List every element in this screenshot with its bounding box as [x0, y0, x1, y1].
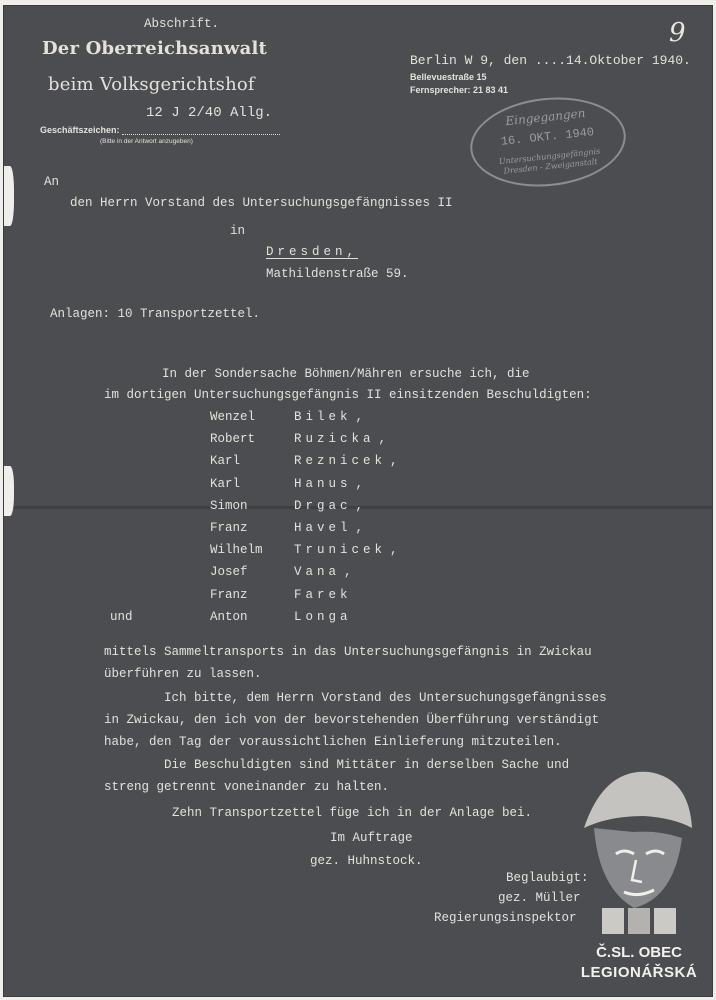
place-date: Berlin W 9, den ....14.Oktober 1940. — [410, 53, 691, 68]
accused-last-name: Hanus — [294, 477, 352, 491]
accused-first-name: Franz — [210, 521, 248, 535]
address-an: An — [44, 175, 60, 189]
accused-first-name: Franz — [210, 588, 248, 602]
certified-title: Regierungsinspektor — [434, 911, 577, 925]
accused-first-name: Karl — [210, 477, 241, 491]
accused-last-name: Bilek — [294, 410, 352, 424]
legion-watermark-logo — [564, 758, 712, 996]
street-address: Bellevuestraße 15 — [410, 72, 487, 82]
intro-line-2: im dortigen Untersuchungsgefängnis II einsitzenden Beschuldigten: — [104, 388, 592, 402]
p1-line-2: überführen zu lassen. — [104, 667, 262, 681]
logo-line-1: Č.SL. OBEC — [596, 944, 682, 961]
p3-line-1: Die Beschuldigten sind Mittäter in derselben Sache und — [164, 758, 570, 772]
certified-signature: gez. Müller — [498, 891, 581, 905]
recipient: den Herrn Vorstand des Untersuchungsgefängnisses II — [70, 196, 453, 210]
accused-separator: , — [355, 521, 364, 535]
accused-separator: , — [355, 477, 364, 491]
authority-title: Der Oberreichsanwalt — [42, 38, 268, 59]
authority-subtitle: beim Volksgerichtshof — [48, 74, 255, 95]
accused-last-name: Trunicek — [294, 543, 387, 557]
stamp-institution: Untersuchungsgefängnis Dresden - Zweiganstalt — [498, 146, 601, 176]
file-hint: (Bitte in der Antwort anzugeben) — [100, 138, 193, 145]
accused-last-name: Havel — [294, 521, 352, 535]
accused-last-name: Vana — [294, 565, 341, 579]
enclosures: Anlagen: 10 Transportzettel. — [50, 307, 261, 321]
document-sheet — [4, 6, 712, 996]
accused-first-name: Karl — [210, 454, 241, 468]
logo-line-2: LEGIONÁŘSKÁ — [580, 964, 698, 981]
phone-number: Fernsprecher: 21 83 41 — [410, 85, 509, 95]
copy-mark: Abschrift. — [144, 17, 220, 31]
accused-last-name: Drgac — [294, 499, 352, 513]
p2-line-3: habe, den Tag der voraussichtlichen Einlieferung mitzuteilen. — [104, 735, 562, 749]
certified-label: Beglaubigt: — [506, 871, 589, 885]
accused-first-name: Josef — [210, 565, 248, 579]
p3-line-2: streng getrennt voneinander zu halten. — [104, 780, 390, 794]
soldier-emblem-icon — [564, 758, 712, 938]
received-stamp — [466, 90, 630, 194]
file-dotted-line — [122, 134, 280, 135]
intro-line-1: In der Sondersache Böhmen/Mähren ersuche ich, die — [162, 367, 530, 381]
stamp-date: 16. OKT. 1940 — [500, 125, 595, 149]
p1-line-1: mittels Sammeltransports in das Untersuchungsgefängnis in Zwickau — [104, 645, 592, 659]
accused-first-name: Wilhelm — [210, 543, 263, 557]
accused-separator: , — [344, 565, 352, 579]
p4: Zehn Transportzettel füge ich in der Anlage bei. — [172, 806, 533, 820]
accused-separator: , — [390, 543, 398, 557]
file-label: Geschäftszeichen: — [40, 125, 120, 135]
p2-line-2: in Zwickau, den ich von der bevorstehenden Überführung verständigt — [104, 713, 600, 727]
accused-last-name: Longa — [294, 610, 352, 624]
accused-first-name: Robert — [210, 432, 256, 446]
und-word: und — [110, 610, 133, 624]
recipient-street: Mathildenstraße 59. — [266, 267, 409, 281]
stamp-title: Eingegangen — [504, 105, 586, 129]
address-in: in — [230, 224, 246, 238]
torn-edge — [4, 166, 14, 226]
accused-first-name: Simon — [210, 499, 248, 513]
city: Dresden, — [266, 245, 359, 259]
torn-edge — [4, 466, 14, 516]
accused-separator: , — [355, 499, 364, 513]
accused-last-name: Farek — [294, 588, 352, 602]
accused-separator: , — [378, 432, 387, 446]
accused-first-name: Anton — [210, 610, 248, 624]
im-auftrage: Im Auftrage — [330, 831, 413, 845]
accused-first-name: Wenzel — [210, 410, 256, 424]
signature-huhnstock: gez. Huhnstock. — [310, 854, 423, 868]
accused-last-name: Reznicek — [294, 454, 387, 468]
p2-line-1: Ich bitte, dem Herrn Vorstand des Untersuchungsgefängnisses — [164, 691, 607, 705]
file-number: 12 J 2/40 Allg. — [146, 105, 273, 121]
page-number: 9 — [669, 18, 686, 48]
accused-last-name: Ruzicka — [294, 432, 375, 446]
accused-separator: , — [390, 454, 398, 468]
accused-separator: , — [355, 410, 364, 424]
